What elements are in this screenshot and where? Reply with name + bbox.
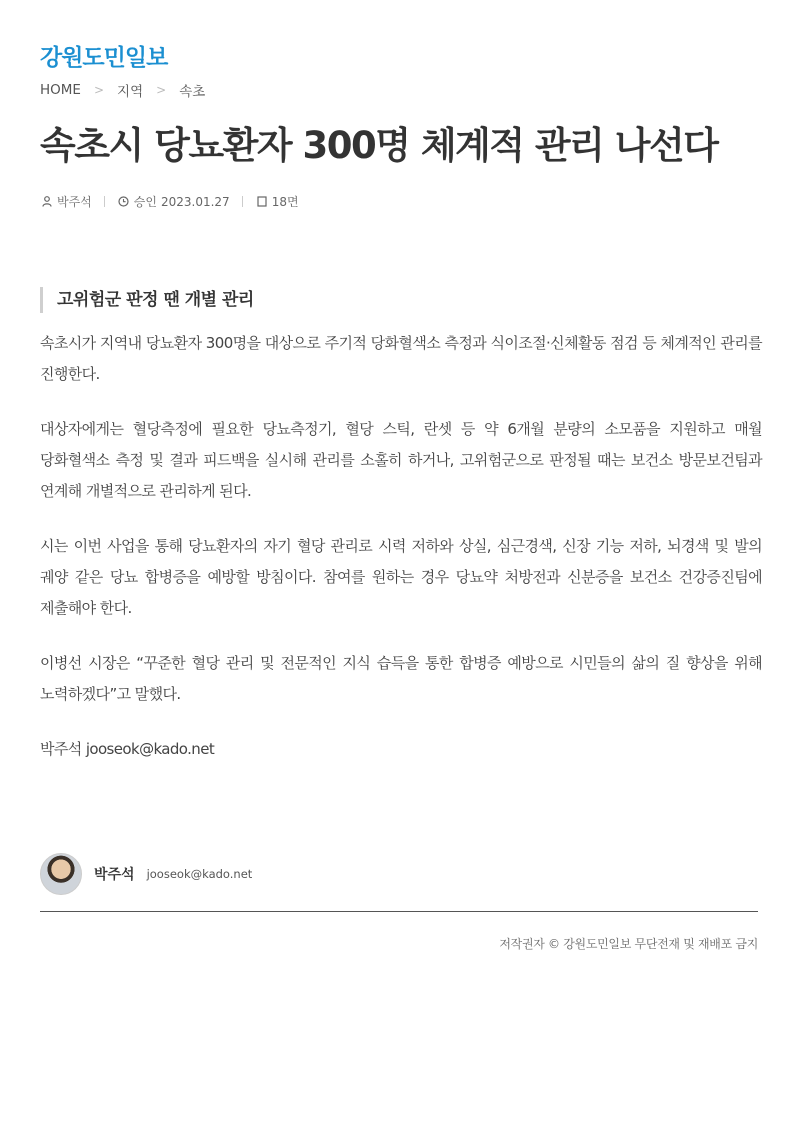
breadcrumb-sokcho[interactable]: 속초 [179,84,206,100]
meta-page: 18면 [271,195,299,209]
page-icon [255,196,269,207]
chevron-right-icon: > [156,83,167,97]
clock-icon [117,196,131,207]
meta-divider [104,196,105,207]
site-logo[interactable]: 강원도민일보 [40,45,168,71]
article-title: 속초시 당뇨환자 300명 체계적 관리 나선다 [40,124,718,167]
footer-divider [40,911,758,912]
author-avatar[interactable] [40,853,82,895]
author-email[interactable]: jooseok@kado.net [146,867,253,881]
breadcrumb-home[interactable]: HOME [40,82,81,98]
chevron-right-icon: > [93,83,105,97]
article-meta [40,193,299,210]
author-name[interactable]: 박주석 [94,867,135,883]
meta-date: 2023.01.27 [160,194,230,209]
breadcrumb [40,80,205,100]
meta-author: 박주석 [57,195,92,209]
copyright-notice: 저작권자 © 강원도민일보 무단전재 및 재배포 금지 [499,937,758,951]
article-paragraph: 시는 이번 사업을 통해 당뇨환자의 자기 혈당 관리로 시력 저하와 상실, 심근경색, 신장 기능 저하, 뇌경색 및 발의 궤양 같은 당뇨 합병증을 예방할 방침이다. 참여를 원하는 경우 당뇨약 처방전과 신분증을 보건소 건강증진팀에 제출해야 한다. [40,537,762,617]
article-paragraph: 속초시가 지역내 당뇨환자 300명을 대상으로 주기적 당화혈색소 측정과 식이조절·신체활동 점검 등 체계적인 관리를 진행한다. [40,334,762,383]
article-signature: 박주석 jooseok@kado.net [40,740,215,758]
article-paragraph: 이병선 시장은 “꾸준한 혈당 관리 및 전문적인 지식 습득을 통한 합병증 예방으로 시민들의 삶의 질 향상을 위해 노력하겠다”고 말했다. [40,654,762,703]
author-box [40,853,252,895]
article-paragraph: 대상자에게는 혈당측정에 필요한 당뇨측정기, 혈당 스틱, 란셋 등 약 6개월 분량의 소모품을 지원하고 매월 당화혈색소 측정 및 결과 피드백을 실시해 관리를 소홀히 하거나, 고위험군으로 판정될 때는 보건소 방문보건팀과 연계해 개별적으로 관리하게 된다. [40,420,762,500]
article-subtitle: 고위험군 판정 땐 개별 관리 [40,287,757,313]
meta-approved-label: 승인 [133,195,157,209]
person-icon [40,196,54,207]
meta-divider [242,196,243,207]
breadcrumb-region[interactable]: 지역 [117,84,144,100]
article-body [40,328,762,789]
